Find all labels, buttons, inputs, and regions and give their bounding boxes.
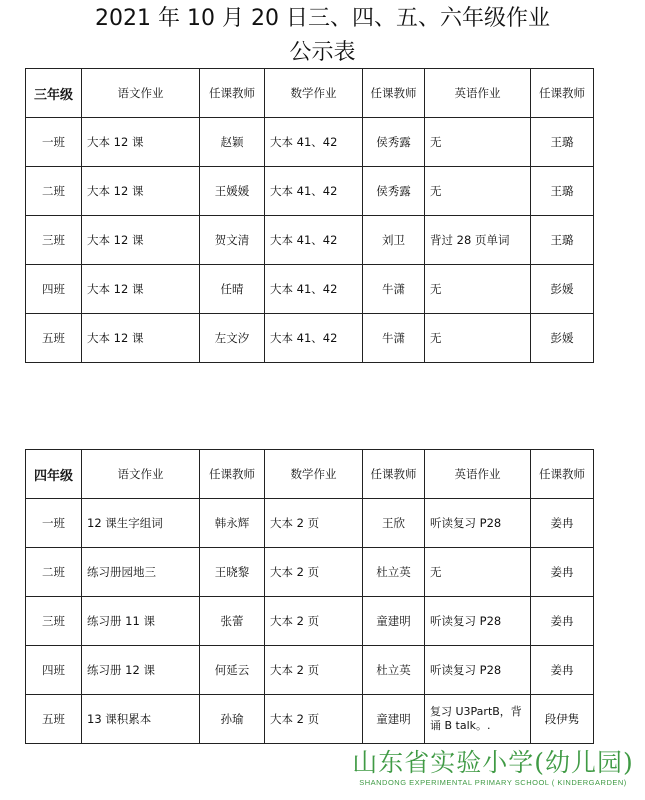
math-teacher: 牛潇 [363, 265, 425, 314]
class-name: 五班 [26, 695, 82, 744]
class-name: 五班 [26, 314, 82, 363]
chinese-hw: 12 课生字组词 [82, 499, 200, 548]
math-hw: 大本 2 页 [265, 695, 363, 744]
header-teacher: 任课教师 [531, 69, 594, 118]
header-teacher: 任课教师 [200, 450, 265, 499]
grade3-homework-table [25, 68, 594, 363]
chinese-hw: 大本 12 课 [82, 118, 200, 167]
english-hw: 复习 U3PartB，背诵 B talk。. [425, 695, 531, 744]
table-row [26, 597, 594, 646]
table-header-row [26, 69, 594, 118]
header-teacher: 任课教师 [363, 69, 425, 118]
school-watermark-en: SHANDONG EXPERIMENTAL PRIMARY SCHOOL ( KINDERGARDEN) [359, 778, 627, 787]
math-hw: 大本 2 页 [265, 548, 363, 597]
page-subtitle: 公示表 [289, 40, 356, 65]
school-watermark-cn: 山东省实验小学(幼儿园) [352, 748, 634, 777]
class-name: 三班 [26, 597, 82, 646]
english-teacher: 彭媛 [531, 265, 594, 314]
school-watermark [343, 748, 643, 787]
english-teacher: 王璐 [531, 216, 594, 265]
chinese-hw: 练习册 12 课 [82, 646, 200, 695]
chinese-teacher: 孙瑜 [200, 695, 265, 744]
table-row [26, 646, 594, 695]
header-teacher: 任课教师 [531, 450, 594, 499]
table-row [26, 695, 594, 744]
grade-label: 三年级 [26, 69, 82, 118]
table-row [26, 118, 594, 167]
header-math-hw: 数学作业 [265, 450, 363, 499]
chinese-hw: 大本 12 课 [82, 265, 200, 314]
english-hw: 无 [425, 167, 531, 216]
math-hw: 大本 41、42 [265, 118, 363, 167]
chinese-teacher: 赵颖 [200, 118, 265, 167]
math-hw: 大本 41、42 [265, 265, 363, 314]
header-teacher: 任课教师 [200, 69, 265, 118]
grade-label: 四年级 [26, 450, 82, 499]
header-english-hw: 英语作业 [425, 69, 531, 118]
table-row [26, 499, 594, 548]
header-chinese-hw: 语文作业 [82, 69, 200, 118]
english-teacher: 姜冉 [531, 597, 594, 646]
english-hw: 无 [425, 314, 531, 363]
english-teacher: 王璐 [531, 118, 594, 167]
english-teacher: 段伊隽 [531, 695, 594, 744]
english-hw: 听读复习 P28 [425, 597, 531, 646]
english-teacher: 王璐 [531, 167, 594, 216]
math-hw: 大本 2 页 [265, 499, 363, 548]
page-title: 2021 年 10 月 20 日三、四、五、六年级作业 [95, 6, 550, 31]
class-name: 四班 [26, 265, 82, 314]
english-teacher: 姜冉 [531, 499, 594, 548]
table-header-row [26, 450, 594, 499]
math-hw: 大本 2 页 [265, 597, 363, 646]
english-teacher: 彭媛 [531, 314, 594, 363]
header-chinese-hw: 语文作业 [82, 450, 200, 499]
header-math-hw: 数学作业 [265, 69, 363, 118]
class-name: 二班 [26, 167, 82, 216]
english-hw: 听读复习 P28 [425, 646, 531, 695]
table-row [26, 167, 594, 216]
chinese-hw: 练习册 11 课 [82, 597, 200, 646]
chinese-teacher: 韩永辉 [200, 499, 265, 548]
chinese-teacher: 贺文清 [200, 216, 265, 265]
header-teacher: 任课教师 [363, 450, 425, 499]
english-teacher: 姜冉 [531, 646, 594, 695]
math-teacher: 牛潇 [363, 314, 425, 363]
chinese-teacher: 任晴 [200, 265, 265, 314]
chinese-teacher: 何延云 [200, 646, 265, 695]
chinese-hw: 大本 12 课 [82, 167, 200, 216]
table-row [26, 314, 594, 363]
math-hw: 大本 2 页 [265, 646, 363, 695]
table-row [26, 548, 594, 597]
math-teacher: 王欣 [363, 499, 425, 548]
chinese-teacher: 左文汐 [200, 314, 265, 363]
math-teacher: 杜立英 [363, 646, 425, 695]
math-hw: 大本 41、42 [265, 314, 363, 363]
english-hw: 无 [425, 548, 531, 597]
math-teacher: 杜立英 [363, 548, 425, 597]
math-teacher: 侯秀露 [363, 118, 425, 167]
math-teacher: 童建明 [363, 695, 425, 744]
class-name: 一班 [26, 118, 82, 167]
english-hw: 无 [425, 265, 531, 314]
chinese-hw: 大本 12 课 [82, 216, 200, 265]
chinese-teacher: 张蕾 [200, 597, 265, 646]
grade4-homework-table [25, 449, 594, 744]
chinese-hw: 13 课积累本 [82, 695, 200, 744]
english-hw: 无 [425, 118, 531, 167]
chinese-hw: 练习册园地三 [82, 548, 200, 597]
math-hw: 大本 41、42 [265, 216, 363, 265]
class-name: 二班 [26, 548, 82, 597]
header-english-hw: 英语作业 [425, 450, 531, 499]
chinese-teacher: 王晓黎 [200, 548, 265, 597]
english-teacher: 姜冉 [531, 548, 594, 597]
chinese-teacher: 王媛媛 [200, 167, 265, 216]
class-name: 四班 [26, 646, 82, 695]
math-teacher: 刘卫 [363, 216, 425, 265]
chinese-hw: 大本 12 课 [82, 314, 200, 363]
english-hw: 背过 28 页单词 [425, 216, 531, 265]
class-name: 一班 [26, 499, 82, 548]
table-row [26, 265, 594, 314]
math-hw: 大本 41、42 [265, 167, 363, 216]
class-name: 三班 [26, 216, 82, 265]
table-row [26, 216, 594, 265]
math-teacher: 侯秀露 [363, 167, 425, 216]
english-hw: 听读复习 P28 [425, 499, 531, 548]
math-teacher: 童建明 [363, 597, 425, 646]
